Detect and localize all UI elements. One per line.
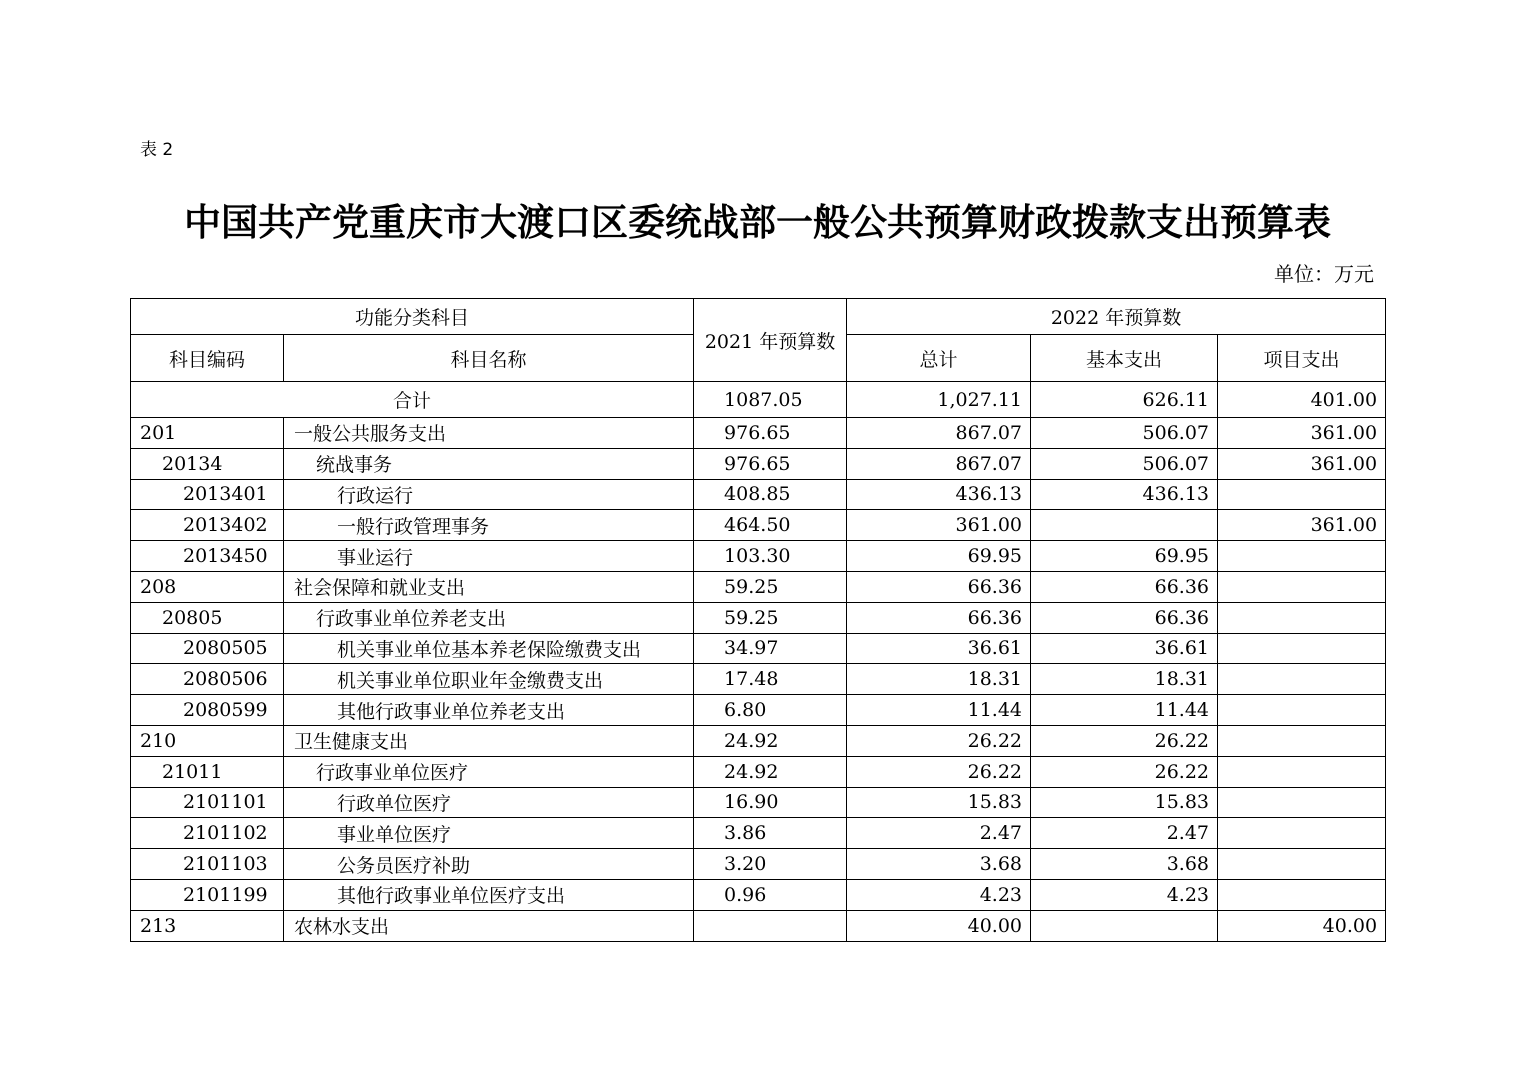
- cell-name: 一般公共服务支出: [284, 418, 694, 449]
- header-budget-2022: 2022 年预算数: [847, 299, 1386, 335]
- cell-prev: 408.85: [694, 479, 847, 510]
- cell-name: 机关事业单位职业年金缴费支出: [284, 664, 694, 695]
- cell-prev: 464.50: [694, 510, 847, 541]
- cell-name: 卫生健康支出: [284, 725, 694, 756]
- cell-project: [1218, 695, 1386, 726]
- cell-prev: [694, 910, 847, 941]
- header-budget-2021: 2021 年预算数: [694, 299, 847, 382]
- cell-project: [1218, 879, 1386, 910]
- table-row: [131, 818, 1386, 849]
- cell-project: [1218, 756, 1386, 787]
- cell-code: 210: [131, 725, 284, 756]
- cell-name: 行政事业单位医疗: [284, 756, 694, 787]
- cell-total: 69.95: [847, 541, 1031, 572]
- cell-prev: 16.90: [694, 787, 847, 818]
- table-number-label: 表 2: [140, 140, 174, 160]
- cell-basic: 36.61: [1031, 633, 1218, 664]
- cell-project: 361.00: [1218, 510, 1386, 541]
- cell-basic: 26.22: [1031, 725, 1218, 756]
- cell-name: 行政单位医疗: [284, 787, 694, 818]
- cell-name: 事业运行: [284, 541, 694, 572]
- cell-total: 18.31: [847, 664, 1031, 695]
- cell-name: 机关事业单位基本养老保险缴费支出: [284, 633, 694, 664]
- cell-prev: 103.30: [694, 541, 847, 572]
- table-row: [131, 602, 1386, 633]
- cell-code: 2013450: [131, 541, 284, 572]
- cell-total: 36.61: [847, 633, 1031, 664]
- header-code: 科目编码: [131, 335, 284, 382]
- table-row: [131, 418, 1386, 449]
- cell-project: 361.00: [1218, 448, 1386, 479]
- cell-total: 26.22: [847, 756, 1031, 787]
- cell-total: 436.13: [847, 479, 1031, 510]
- header-basic: 基本支出: [1031, 335, 1218, 382]
- cell-prev: 17.48: [694, 664, 847, 695]
- cell-name: 其他行政事业单位医疗支出: [284, 879, 694, 910]
- header-func-class: 功能分类科目: [131, 299, 694, 335]
- cell-total: 4.23: [847, 879, 1031, 910]
- table-row: [131, 849, 1386, 880]
- cell-basic: 506.07: [1031, 418, 1218, 449]
- header-project: 项目支出: [1218, 335, 1386, 382]
- cell-code: 2013402: [131, 510, 284, 541]
- cell-code: 213: [131, 910, 284, 941]
- table-row: [131, 725, 1386, 756]
- cell-project: 361.00: [1218, 418, 1386, 449]
- cell-project: [1218, 479, 1386, 510]
- summary-basic: 626.11: [1031, 382, 1218, 418]
- cell-code: 2101102: [131, 818, 284, 849]
- table-row: [131, 633, 1386, 664]
- table-row: [131, 510, 1386, 541]
- table-row: [131, 787, 1386, 818]
- cell-code: 2080506: [131, 664, 284, 695]
- cell-code: 2101101: [131, 787, 284, 818]
- cell-name: 一般行政管理事务: [284, 510, 694, 541]
- cell-basic: 11.44: [1031, 695, 1218, 726]
- cell-basic: 26.22: [1031, 756, 1218, 787]
- summary-total: 1,027.11: [847, 382, 1031, 418]
- cell-total: 3.68: [847, 849, 1031, 880]
- table-row: [131, 695, 1386, 726]
- budget-table: [130, 298, 1386, 942]
- cell-basic: 66.36: [1031, 602, 1218, 633]
- cell-prev: 59.25: [694, 602, 847, 633]
- cell-project: [1218, 725, 1386, 756]
- cell-code: 2080505: [131, 633, 284, 664]
- cell-project: [1218, 849, 1386, 880]
- cell-code: 2013401: [131, 479, 284, 510]
- cell-total: 867.07: [847, 418, 1031, 449]
- cell-code: 2101199: [131, 879, 284, 910]
- cell-name: 事业单位医疗: [284, 818, 694, 849]
- cell-name: 行政运行: [284, 479, 694, 510]
- table-row: [131, 756, 1386, 787]
- header-name: 科目名称: [284, 335, 694, 382]
- cell-name: 其他行政事业单位养老支出: [284, 695, 694, 726]
- cell-total: 867.07: [847, 448, 1031, 479]
- cell-name: 农林水支出: [284, 910, 694, 941]
- cell-name: 统战事务: [284, 448, 694, 479]
- table-row: [131, 571, 1386, 602]
- cell-project: [1218, 541, 1386, 572]
- cell-project: [1218, 633, 1386, 664]
- cell-prev: 976.65: [694, 418, 847, 449]
- cell-prev: 0.96: [694, 879, 847, 910]
- cell-code: 20805: [131, 602, 284, 633]
- cell-project: 40.00: [1218, 910, 1386, 941]
- cell-total: 26.22: [847, 725, 1031, 756]
- cell-project: [1218, 787, 1386, 818]
- cell-total: 11.44: [847, 695, 1031, 726]
- cell-name: 行政事业单位养老支出: [284, 602, 694, 633]
- cell-basic: [1031, 910, 1218, 941]
- cell-code: 201: [131, 418, 284, 449]
- cell-prev: 976.65: [694, 448, 847, 479]
- summary-project: 401.00: [1218, 382, 1386, 418]
- cell-name: 社会保障和就业支出: [284, 571, 694, 602]
- cell-project: [1218, 571, 1386, 602]
- cell-total: 66.36: [847, 602, 1031, 633]
- cell-basic: 436.13: [1031, 479, 1218, 510]
- cell-total: 15.83: [847, 787, 1031, 818]
- cell-code: 2080599: [131, 695, 284, 726]
- cell-total: 40.00: [847, 910, 1031, 941]
- cell-prev: 24.92: [694, 725, 847, 756]
- cell-total: 2.47: [847, 818, 1031, 849]
- summary-row: [131, 382, 1386, 418]
- cell-code: 2101103: [131, 849, 284, 880]
- table-row: [131, 479, 1386, 510]
- cell-code: 20134: [131, 448, 284, 479]
- table-row: [131, 910, 1386, 941]
- cell-total: 66.36: [847, 571, 1031, 602]
- cell-basic: [1031, 510, 1218, 541]
- cell-prev: 3.86: [694, 818, 847, 849]
- cell-basic: 506.07: [1031, 448, 1218, 479]
- cell-code: 208: [131, 571, 284, 602]
- unit-label: 单位：万元: [1274, 262, 1374, 286]
- header-total: 总计: [847, 335, 1031, 382]
- cell-prev: 59.25: [694, 571, 847, 602]
- cell-project: [1218, 602, 1386, 633]
- cell-total: 361.00: [847, 510, 1031, 541]
- cell-basic: 2.47: [1031, 818, 1218, 849]
- summary-label: 合计: [131, 382, 694, 418]
- cell-basic: 15.83: [1031, 787, 1218, 818]
- table-row: [131, 448, 1386, 479]
- cell-basic: 69.95: [1031, 541, 1218, 572]
- cell-prev: 3.20: [694, 849, 847, 880]
- cell-code: 21011: [131, 756, 284, 787]
- table-row: [131, 879, 1386, 910]
- summary-prev: 1087.05: [694, 382, 847, 418]
- cell-prev: 6.80: [694, 695, 847, 726]
- cell-name: 公务员医疗补助: [284, 849, 694, 880]
- page-title: 中国共产党重庆市大渡口区委统战部一般公共预算财政拨款支出预算表: [184, 201, 1331, 244]
- table-row: [131, 541, 1386, 572]
- cell-project: [1218, 664, 1386, 695]
- cell-basic: 66.36: [1031, 571, 1218, 602]
- cell-project: [1218, 818, 1386, 849]
- cell-basic: 18.31: [1031, 664, 1218, 695]
- cell-basic: 3.68: [1031, 849, 1218, 880]
- cell-prev: 34.97: [694, 633, 847, 664]
- table-row: [131, 664, 1386, 695]
- cell-prev: 24.92: [694, 756, 847, 787]
- cell-basic: 4.23: [1031, 879, 1218, 910]
